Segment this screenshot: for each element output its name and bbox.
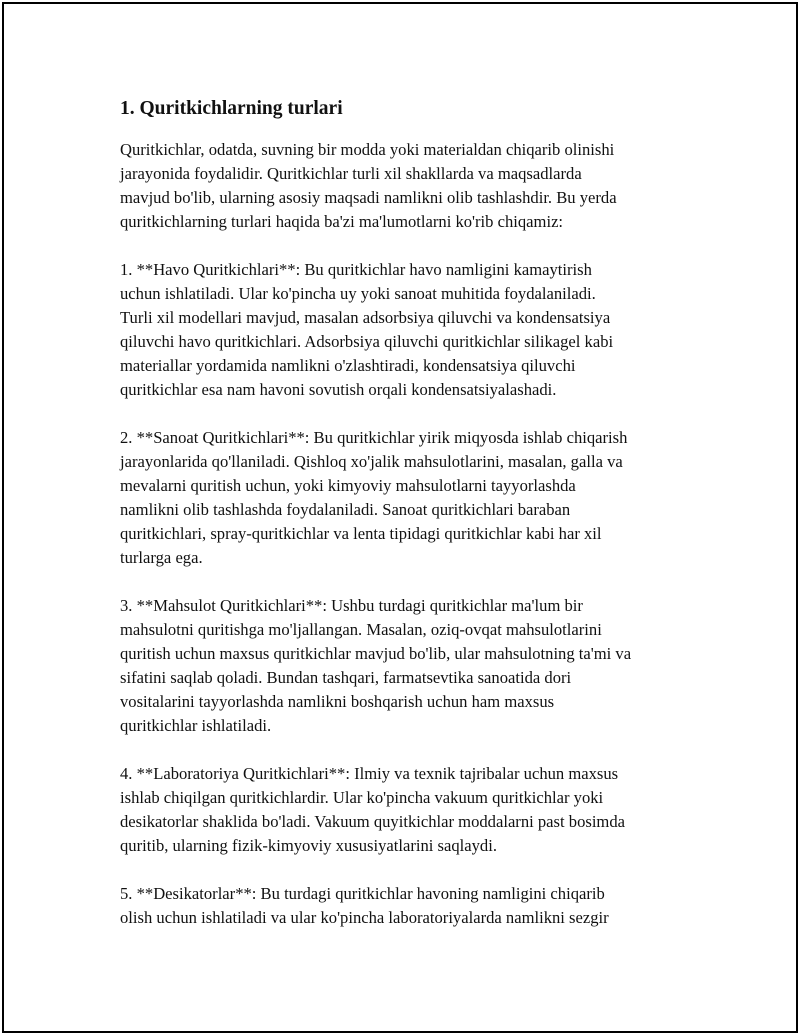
document-page — [2, 2, 798, 1033]
text-line: ishlab chiqilgan quritkichlardir. Ular ko'pincha vakuum quritkichlar yoki — [120, 788, 604, 807]
text-line: 2. **Sanoat Quritkichlari**: Bu quritkichlar yirik miqyosda ishlab chiqarish — [120, 428, 628, 447]
text-line: 4. **Laboratoriya Quritkichlari**: Ilmiy va texnik tajribalar uchun maxsus — [120, 764, 619, 783]
text-line: materiallar yordamida namlikni o'zlashtiradi, kondensatsiya qiluvchi — [120, 356, 576, 375]
text-line: sifatini saqlab qoladi. Bundan tashqari, farmatsevtika sanoatida dori — [120, 668, 572, 687]
text-line: namlikni olib tashlashda foydalaniladi. Sanoat quritkichlari baraban — [120, 500, 571, 519]
text-line: 5. **Desikatorlar**: Bu turdagi quritkichlar havoning namligini chiqarib — [120, 884, 605, 903]
text-line: olish uchun ishlatiladi va ular ko'pincha laboratoriyalarda namlikni sezgir — [120, 908, 609, 927]
paragraph-item-1 — [120, 258, 700, 402]
text-line: quritkichlar esa nam havoni sovutish orqali kondensatsiyalashadi. — [120, 380, 557, 399]
text-line: quritkichlar ishlatiladi. — [120, 716, 272, 735]
paragraph-item-2 — [120, 426, 700, 570]
text-line: mahsulotni quritishga mo'ljallangan. Masalan, oziq-ovqat mahsulotlarini — [120, 620, 602, 639]
paragraph-item-5 — [120, 882, 700, 930]
paragraph-intro — [120, 138, 700, 234]
text-line: quritib, ularning fizik-kimyoviy xususiyatlarini saqlaydi. — [120, 836, 497, 855]
text-line: desikatorlar shaklida bo'ladi. Vakuum quyitkichlar moddalarni past bosimda — [120, 812, 625, 831]
text-line: 1. **Havo Quritkichlari**: Bu quritkichlar havo namligini kamaytirish — [120, 260, 592, 279]
text-line: qiluvchi havo quritkichlari. Adsorbsiya qiluvchi quritkichlar silikagel kabi — [120, 332, 614, 351]
text-line: vositalarini tayyorlashda namlikni boshqarish uchun ham maxsus — [120, 692, 555, 711]
section-heading: 1. Quritkichlarning turlari — [120, 98, 343, 119]
text-line: quritkichlarning turlari haqida ba'zi ma'lumotlarni ko'rib chiqamiz: — [120, 212, 564, 231]
text-line: 3. **Mahsulot Quritkichlari**: Ushbu turdagi quritkichlar ma'lum bir — [120, 596, 583, 615]
document-body — [120, 96, 700, 930]
text-line: uchun ishlatiladi. Ular ko'pincha uy yoki sanoat muhitida foydalaniladi. — [120, 284, 596, 303]
text-line: Turli xil modellari mavjud, masalan adsorbsiya qiluvchi va kondensatsiya — [120, 308, 611, 327]
text-line: turlarga ega. — [120, 548, 203, 567]
text-line: mavjud bo'lib, ularning asosiy maqsadi namlikni olib tashlashdir. Bu yerda — [120, 188, 617, 207]
text-line: mevalarni quritish uchun, yoki kimyoviy mahsulotlarni tayyorlashda — [120, 476, 576, 495]
text-line: jarayonida foydalidir. Quritkichlar turli xil shakllarda va maqsadlarda — [120, 164, 582, 183]
text-line: jarayonlarida qo'llaniladi. Qishloq xo'jalik mahsulotlarini, masalan, galla va — [120, 452, 623, 471]
text-line: quritish uchun maxsus quritkichlar mavjud bo'lib, ular mahsulotning ta'mi va — [120, 644, 632, 663]
text-line: Quritkichlar, odatda, suvning bir modda yoki materialdan chiqarib olinishi — [120, 140, 615, 159]
text-line: quritkichlari, spray-quritkichlar va lenta tipidagi quritkichlar kabi har xil — [120, 524, 602, 543]
paragraph-item-3 — [120, 594, 700, 738]
paragraph-item-4 — [120, 762, 700, 858]
